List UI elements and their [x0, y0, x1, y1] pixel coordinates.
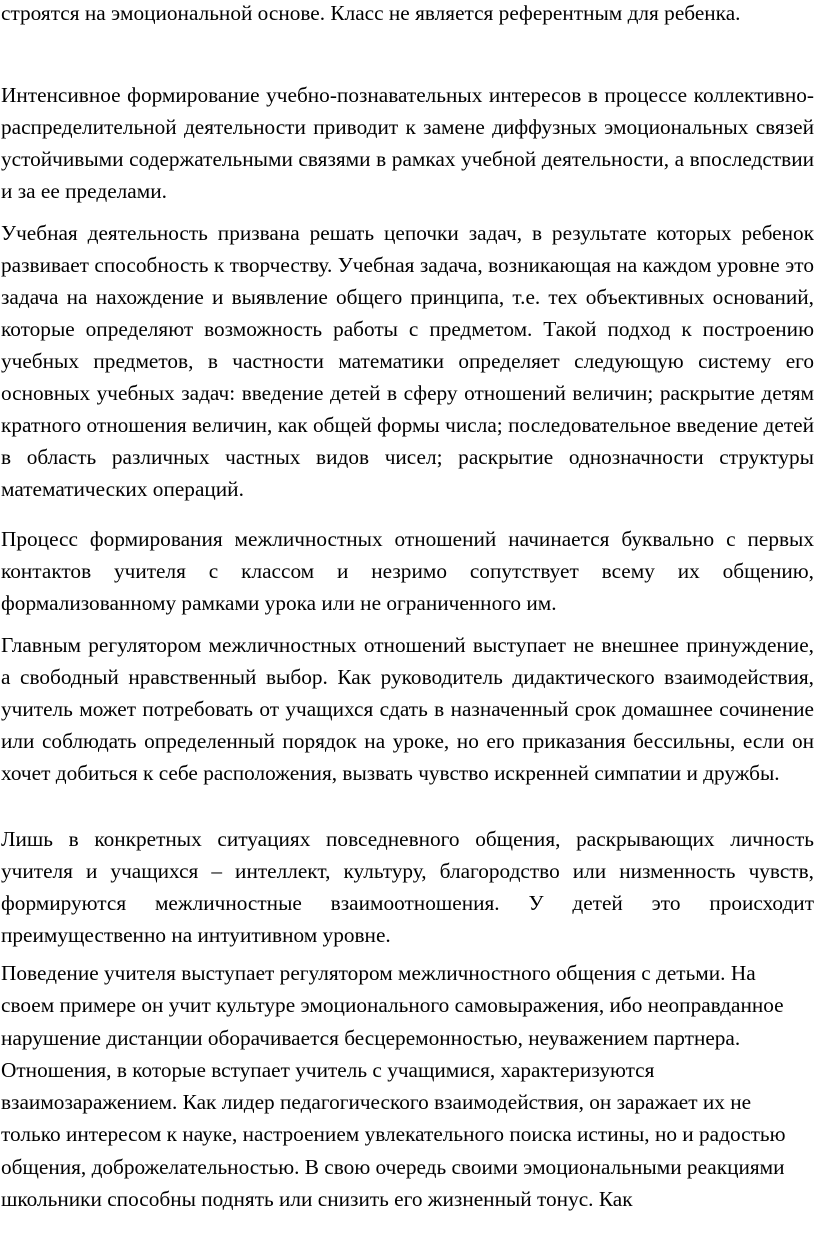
- paragraph-5: Главным регулятором межличностных отношений выступает не внешнее принуждение, а свободный нравственный выбор. Как руководитель дидактического взаимодействия, учитель может потребовать от учащихся сдать в назначенный срок домашнее сочинение или соблюдать определенный порядок на уроке, но его приказания бессильны, если он хочет добиться к себе расположения, вызвать чувство искренней симпатии и дружбы.: [1, 633, 814, 785]
- paragraph-7: Поведение учителя выступает регулятором межличностного общения с детьми. На своем примере он учит культуре эмоционального самовыражения, ибо неоправданное нарушение дистанции оборачивается бесцеремонностью, неуважением партнера. Отношения, в которые вступает учитель с учащимися, характеризуются взаимозаражением. Как лидер педагогического взаимодействия, он заражает их не только интересом к науке, настроением увлекательного поиска истины, но и радостью общения, доброжелательностью. В свою очередь своими эмоциональными реакциями школьники способны поднять или снизить его жизненный тонус. Как: [1, 961, 786, 1212]
- paragraph-6: Лишь в конкретных ситуациях повседневного общения, раскрывающих личность учителя и учащихся – интеллект, культуру, благородство или низменность чувств, формируются межличностные взаимоотношения. У детей это происходит преимущественно на интуитивном уровне.: [1, 827, 814, 947]
- paragraph-3: Учебная деятельность призвана решать цепочки задач, в результате которых ребенок развивает способность к творчеству. Учебная задача, возникающая на каждом уровне это задача на нахождение и выявление общего принципа, т.е. тех объективных оснований, которые определяют возможность работы с предметом. Такой подход к построению учебных предметов, в частности математики определяет следующую систему его основных учебных задач: введение детей в сферу отношений величин; раскрытие детям кратного отношения величин, как общей формы числа; последовательное введение детей в область различных частных видов чисел; раскрытие однозначности структуры математических операций.: [1, 221, 814, 501]
- paragraph-2: Интенсивное формирование учебно-познавательных интересов в процессе коллективно-распределительной деятельности приводит к замене диффузных эмоциональных связей устойчивыми содержательными связями в рамках учебной деятельности, а впоследствии и за ее пределами.: [1, 83, 814, 203]
- paragraph-1: строятся на эмоциональной основе. Класс не является референтным для ребенка.: [1, 1, 741, 25]
- paragraph-4: Процесс формирования межличностных отношений начинается буквально с первых контактов учителя с классом и незримо сопутствует всему их общению, формализованному рамками урока или не ограниченного им.: [1, 527, 814, 615]
